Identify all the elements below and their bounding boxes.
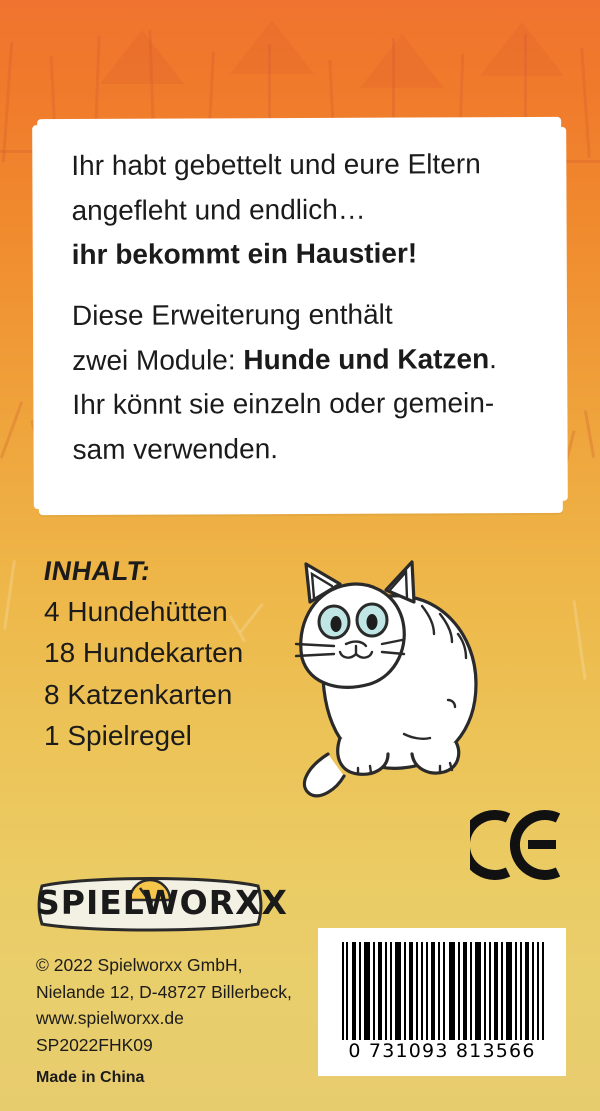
intro-line-5-prefix: zwei Module: [72, 343, 244, 376]
background-house-doodle [480, 22, 564, 76]
intro-line-3-bold: ihr bekommt ein Haustier! [71, 237, 418, 271]
barcode-bars [342, 942, 544, 1040]
contents-list [44, 591, 294, 757]
list-item: 8 Katzenkarten [44, 678, 233, 710]
background-sketch-line [94, 36, 100, 124]
intro-line-5-suffix: . [489, 342, 497, 374]
background-sketch-line [148, 30, 154, 124]
background-sketch-line [328, 60, 334, 126]
background-sketch-line [208, 52, 215, 124]
list-item: 4 Hundehütten [44, 596, 228, 627]
intro-line-1: Ihr habt gebettelt und eure Eltern [71, 148, 481, 181]
background-sketch-line [2, 42, 13, 162]
background-sketch-line [584, 410, 595, 458]
background-house-doodle [360, 34, 444, 88]
background-house-doodle [100, 30, 184, 84]
paragraph-gap [72, 279, 532, 297]
intro-line-2: angefleht und endlich… [71, 193, 366, 226]
background-sketch-line [0, 401, 23, 458]
background-sketch-line [572, 600, 586, 680]
intro-line-7: sam verwenden. [72, 432, 279, 465]
intro-line-4: Diese Erweiterung enthält [71, 298, 393, 331]
background-sketch-line [268, 44, 271, 126]
list-item: 18 Hundekarten [44, 637, 244, 669]
intro-line-5-bold: Hunde und Katzen [243, 342, 490, 375]
address-line: Nielande 12, D-48727 Billerbeck, [36, 981, 292, 1002]
website-line: www.spielworxx.de [36, 1008, 184, 1029]
legal-block [36, 952, 316, 1058]
intro-text-card [37, 117, 563, 515]
background-house-doodle [230, 20, 314, 74]
intro-line-6: Ihr könnt sie einzeln oder gemein- [72, 387, 495, 421]
product-code-line: SP2022FHK09 [36, 1034, 153, 1055]
copyright-line: © 2022 Spielworxx GmbH, [36, 955, 243, 975]
background-sketch-line [580, 48, 591, 158]
background-sketch-line [392, 38, 395, 128]
barcode-number: 0 731093 813566 [348, 1040, 536, 1062]
background-sketch-line [3, 560, 16, 630]
made-in-line: Made in China [36, 1069, 145, 1086]
contents-heading: INHALT: [41, 556, 153, 586]
intro-line-5 [72, 339, 532, 380]
barcode [318, 928, 566, 1076]
logo-text: SPIELWORXX [36, 883, 288, 922]
contents-block [41, 556, 294, 757]
intro-text [71, 145, 532, 475]
spielworxx-logo [36, 872, 288, 934]
cat-illustration [262, 540, 502, 810]
list-item: 1 Spielregel [44, 720, 192, 752]
background-sketch-line [524, 34, 527, 130]
ce-mark-icon [470, 810, 562, 880]
